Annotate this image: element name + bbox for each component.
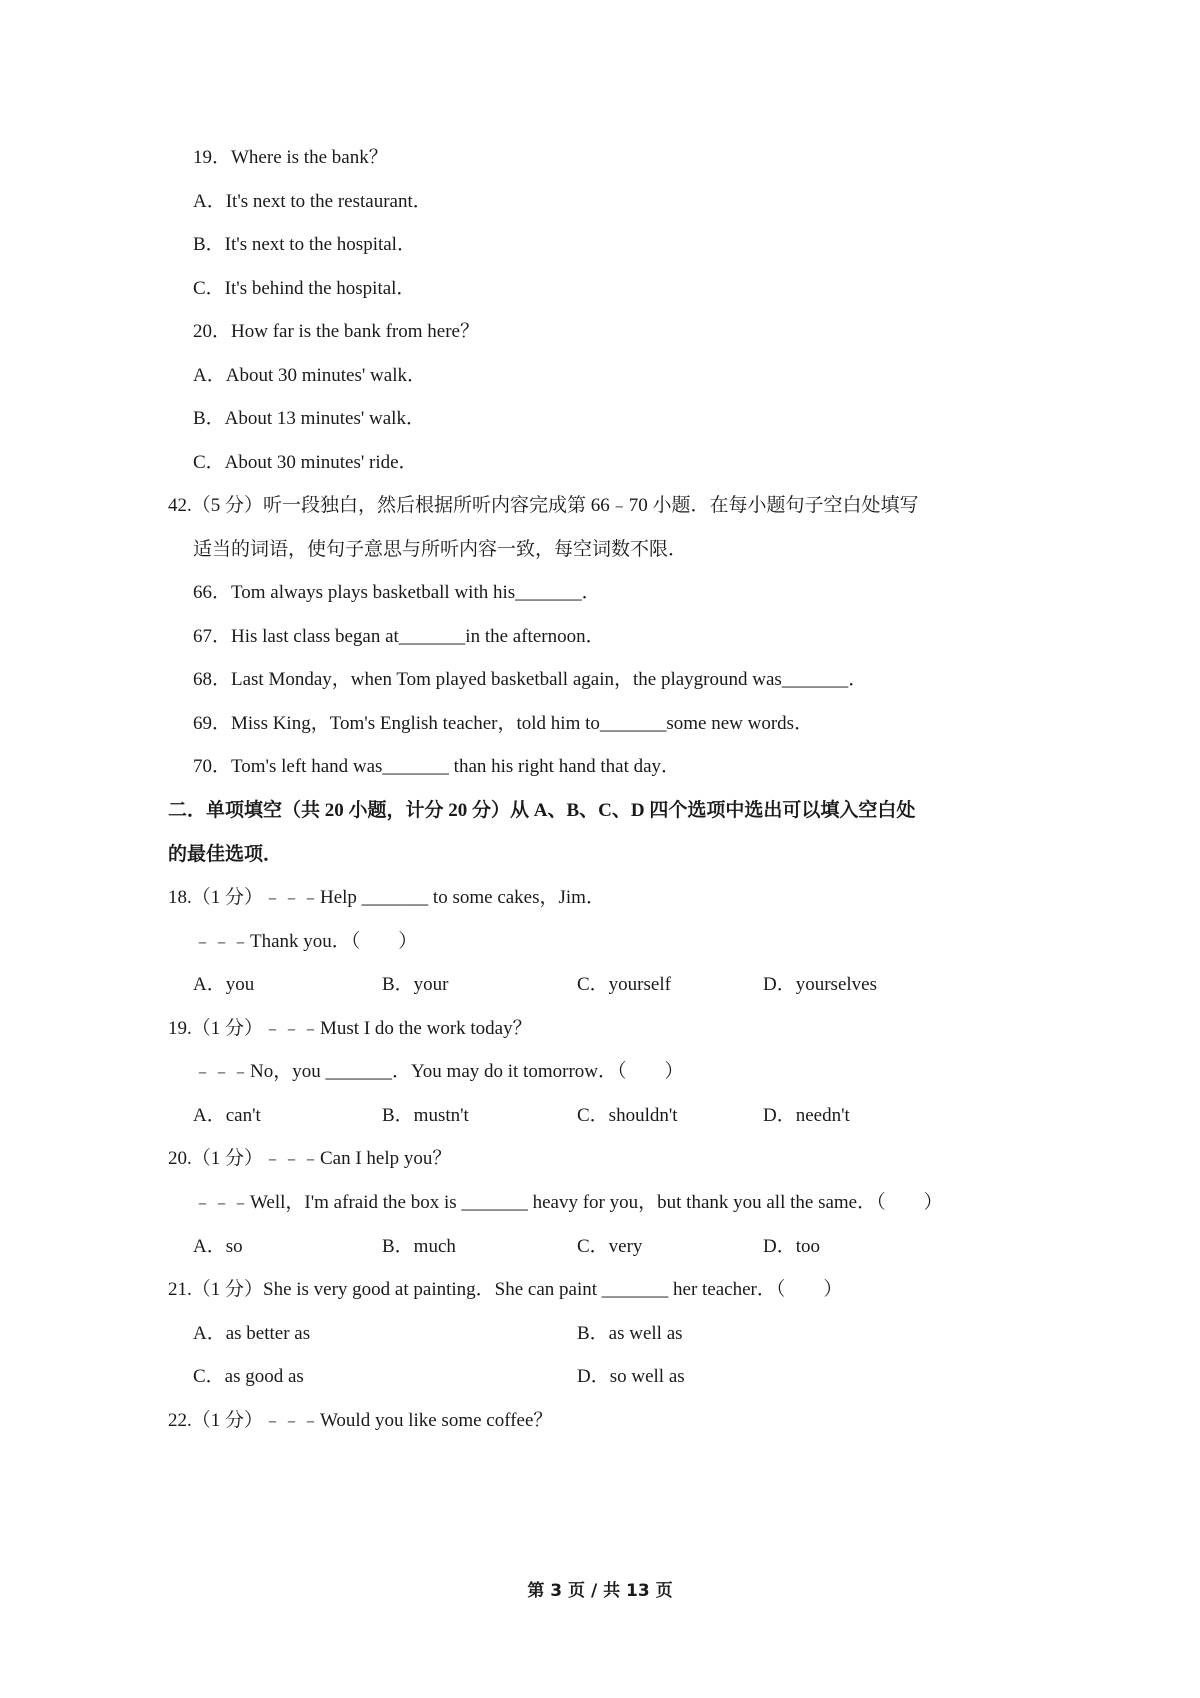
choice-21-option-d: D．so well as — [577, 1366, 685, 1387]
choice-20-option-a: A．so — [193, 1236, 243, 1257]
choice-18-option-c: C．yourself — [577, 974, 671, 995]
choice-22-line1: 22.（1 分）﹣﹣﹣Would you like some coffee？ — [168, 1410, 553, 1431]
fill-item-70: 70．Tom's left hand was_______ than his right hand that day． — [193, 756, 681, 777]
question-20-text: 20．How far is the bank from here？ — [193, 321, 479, 342]
choice-21-option-b: B．as well as — [577, 1323, 683, 1344]
fill-item-68: 68．Last Monday，when Tom played basketball again，the playground was_______． — [193, 669, 868, 690]
choice-20-option-d: D．too — [763, 1236, 821, 1257]
choice-20-option-c: C．very — [577, 1236, 643, 1257]
page-footer: 第 3 页 / 共 13 页 — [527, 1581, 673, 1601]
fill-item-67: 67．His last class began at_______in the afternoon． — [193, 626, 605, 647]
fill-item-69: 69．Miss King，Tom's English teacher，told him to_______some new words． — [193, 713, 814, 734]
section-2-title-line1: 二．单项填空（共 20 小题，计分 20 分）从 A、B、C、D 四个选项中选出可以填入空白处 — [168, 800, 916, 821]
choice-19-option-d: D．needn't — [763, 1105, 850, 1126]
choice-19-option-c: C．shouldn't — [577, 1105, 678, 1126]
question-19-option-b: B．It's next to the hospital． — [193, 234, 416, 255]
choice-19-line1: 19.（1 分）﹣﹣﹣Must I do the work today？ — [168, 1018, 532, 1039]
question-20-option-c: C．About 30 minutes' ride． — [193, 452, 418, 473]
choice-18-option-b: B．your — [382, 974, 449, 995]
question-20-option-b: B．About 13 minutes' walk． — [193, 408, 425, 429]
choice-18-line2: ﹣﹣﹣Thank you．（ ） — [193, 931, 418, 952]
question-19-option-a: A．It's next to the restaurant． — [193, 191, 432, 212]
section-2-title-line2: 的最佳选项． — [168, 844, 283, 865]
choice-19-line2: ﹣﹣﹣No，you _______．You may do it tomorrow．（ ） — [193, 1061, 684, 1082]
choice-21-line1: 21.（1 分）She is very good at painting．She can paint _______ her teacher．（ ） — [168, 1279, 843, 1300]
question-19-text: 19．Where is the bank？ — [193, 147, 388, 168]
choice-19-option-a: A．can't — [193, 1105, 261, 1126]
choice-18-line1: 18.（1 分）﹣﹣﹣Help _______ to some cakes，Jim． — [168, 887, 605, 908]
choice-20-option-b: B．much — [382, 1236, 456, 1257]
choice-21-option-a: A．as better as — [193, 1323, 311, 1344]
question-42-header-line1: 42.（5 分）听一段独白，然后根据所听内容完成第 66﹣70 小题．在每小题句子空白处填写 — [168, 495, 919, 516]
choice-19-option-b: B．mustn't — [382, 1105, 469, 1126]
question-42-header-line2: 适当的词语，使句子意思与所听内容一致，每空词数不限． — [193, 539, 688, 560]
choice-20-line1: 20.（1 分）﹣﹣﹣Can I help you？ — [168, 1148, 452, 1169]
choice-18-option-d: D．yourselves — [763, 974, 877, 995]
question-19-option-c: C．It's behind the hospital． — [193, 278, 416, 299]
question-20-option-a: A．About 30 minutes' walk． — [193, 365, 426, 386]
fill-item-66: 66．Tom always plays basketball with his_______． — [193, 582, 601, 603]
choice-21-option-c: C．as good as — [193, 1366, 304, 1387]
choice-18-option-a: A．you — [193, 974, 255, 995]
choice-20-line2: ﹣﹣﹣Well，I'm afraid the box is _______ heavy for you，but thank you all the same．（ ） — [193, 1192, 943, 1213]
